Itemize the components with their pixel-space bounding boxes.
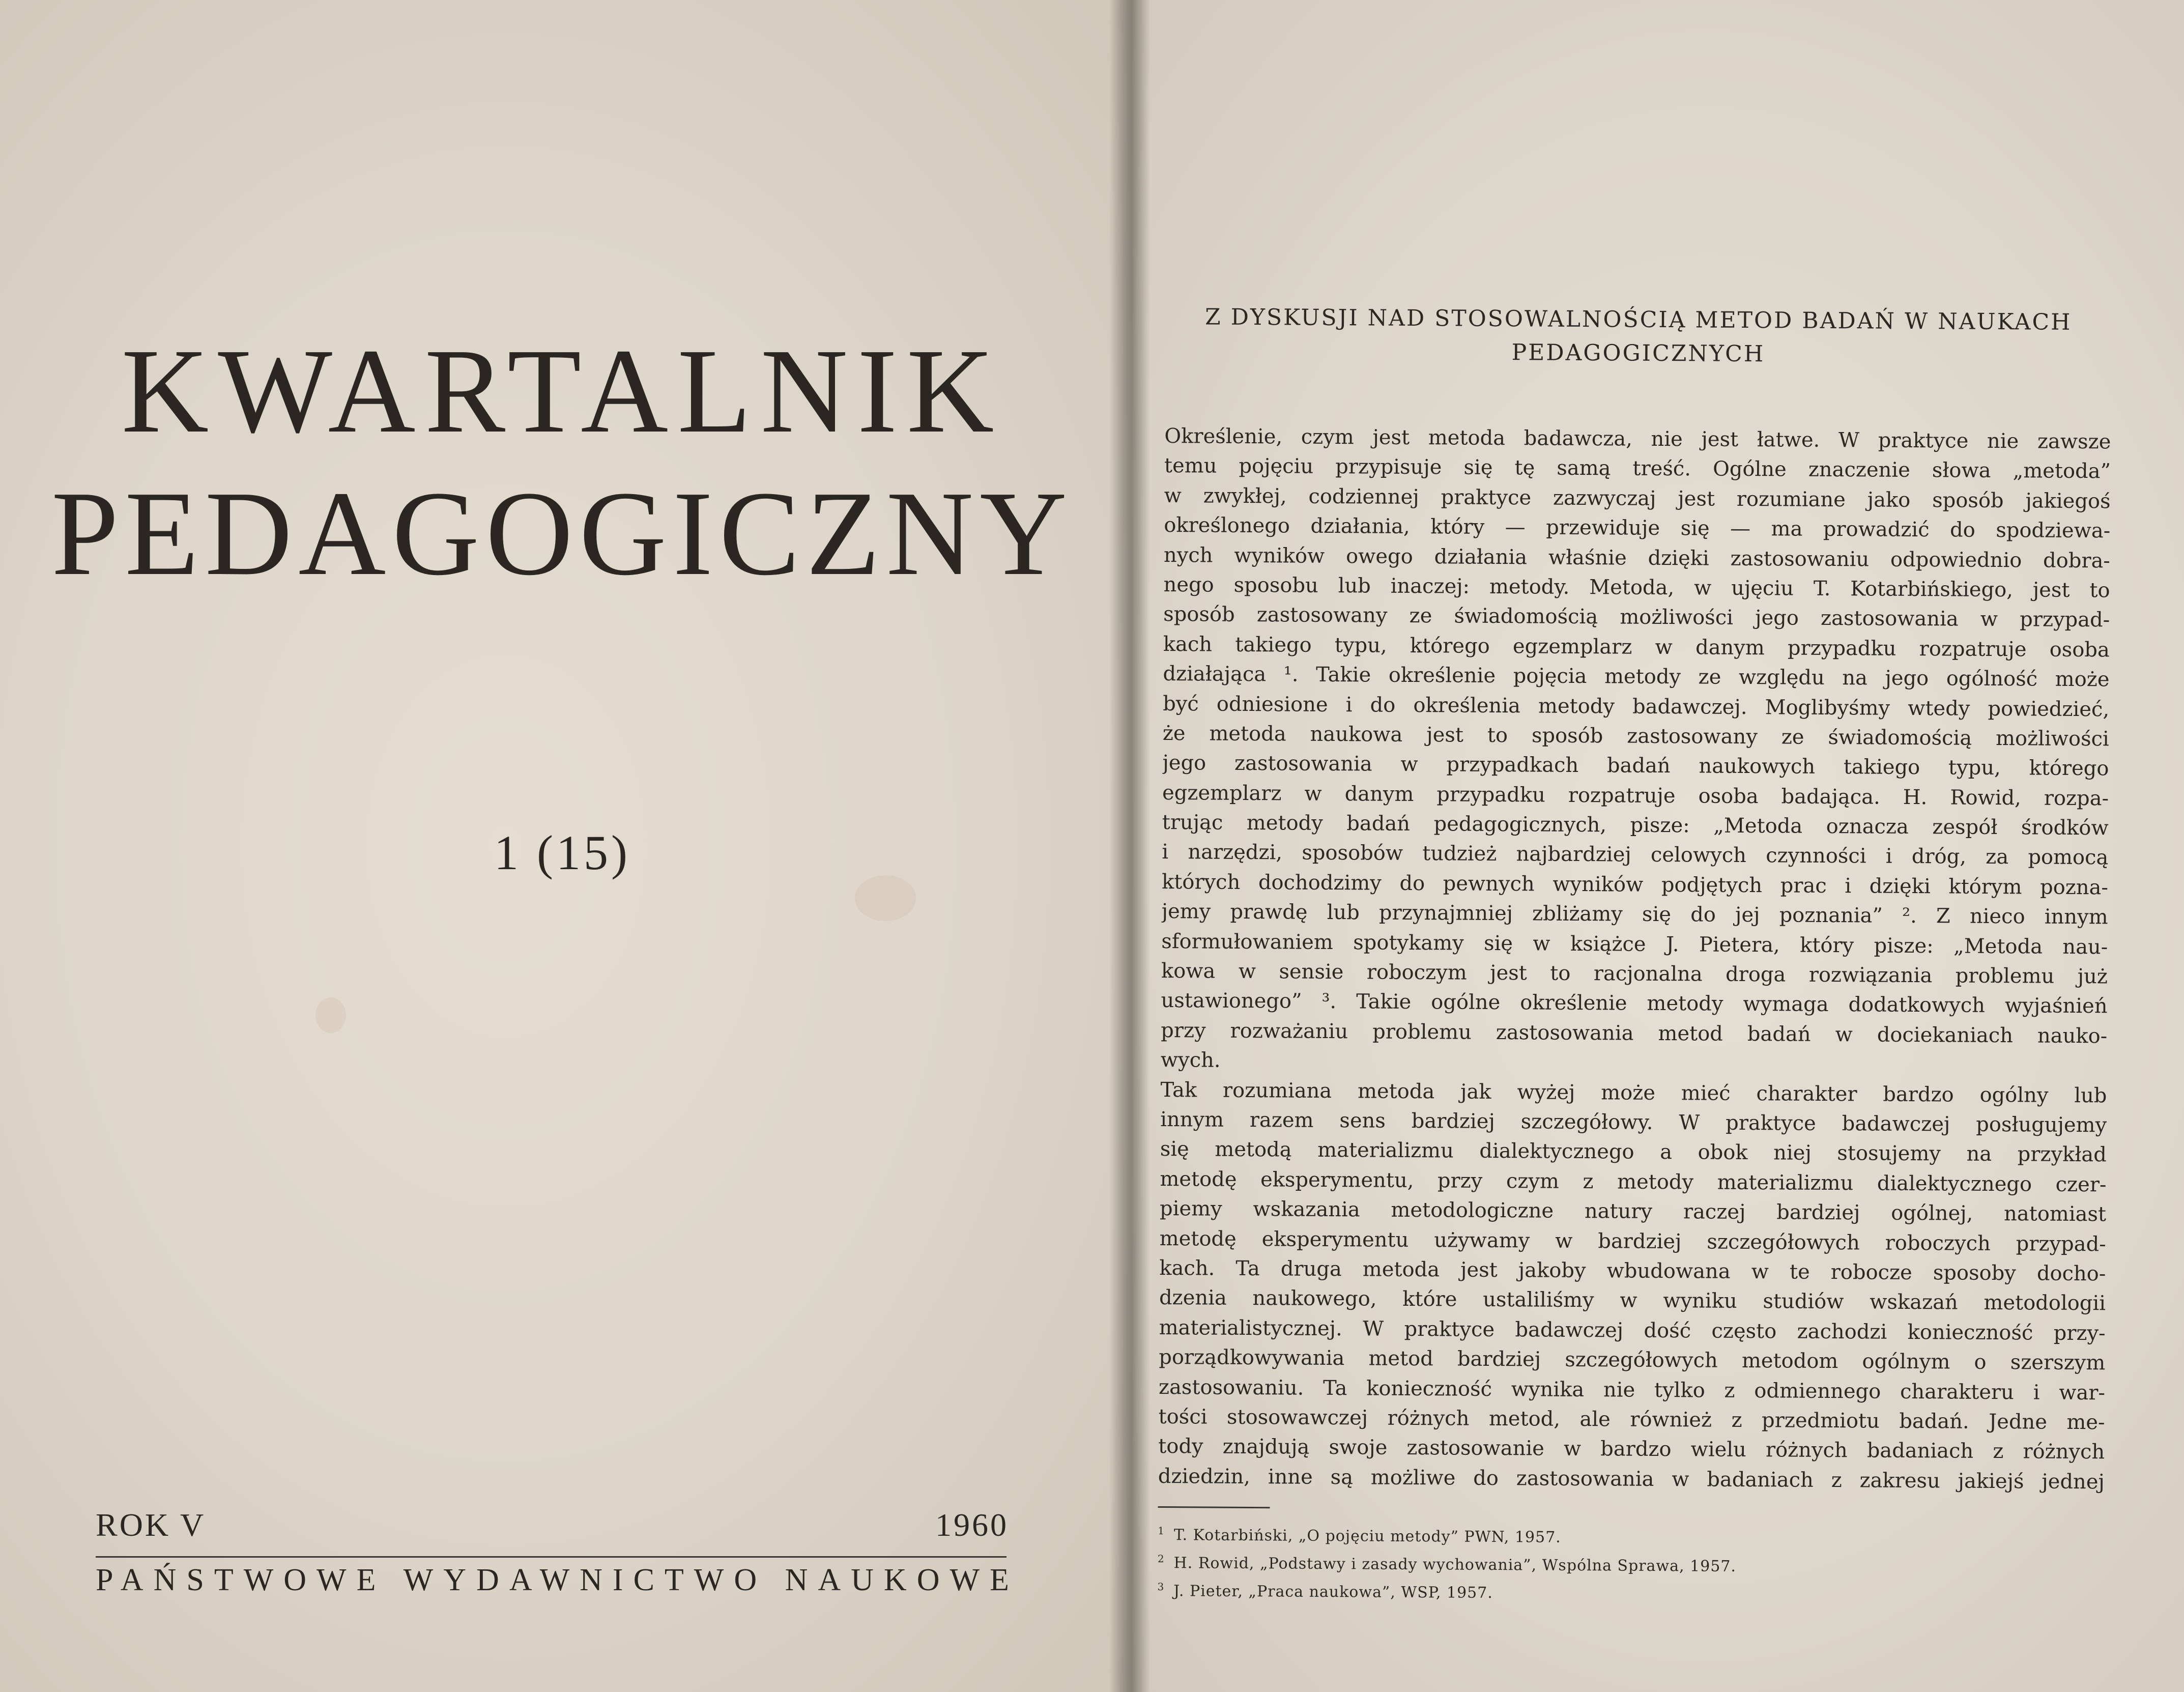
text-line: jego zastosowania w przypadkach badań naukowych takiego typu, którego — [1162, 751, 2109, 781]
footnotes — [1157, 1519, 2104, 1609]
text-line: jemy prawdę lub przynajmniej zbliżamy się do jej poznania” ². Z nieco innym — [1161, 900, 2108, 929]
text-line: porządkowywania metod bardziej szczegółowych metodom ogólnym o szerszym — [1159, 1345, 2106, 1375]
text-line: przy rozważaniu problemu zastosowania metod badań w dociekaniach nauko- — [1161, 1018, 2108, 1048]
text-line: trując metody badań pedagogicznych, pisze: „Metoda oznacza zespół środków — [1162, 811, 2109, 840]
text-line: i narzędzi, sposobów tudzież najbardziej celowych czynności i dróg, za pomocą — [1162, 840, 2109, 870]
footnote-rule — [1158, 1506, 1270, 1508]
footnote-text: H. Rowid, „Podstawy i zasady wychowania”, Wspólna Sprawa, 1957. — [1173, 1554, 1737, 1575]
text-line: że metoda naukowa jest to sposób zastosowany ze świadomością możliwości — [1162, 721, 2109, 751]
publisher-name: PAŃSTWOWE WYDAWNICTWO NAUKOWE — [96, 1563, 1019, 1597]
volume-label: ROK V — [96, 1507, 206, 1543]
journal-title-line2: PEDAGOGICZNY — [51, 467, 1074, 600]
text-line: nych wyników owego działania właśnie dzięki zastosowaniu odpowiednio dobra- — [1163, 543, 2111, 572]
footnote-mark: 3 — [1157, 1581, 1165, 1593]
text-line: kach takiego typu, którego egzemplarz w danym przypadku rozpatruje osoba — [1163, 632, 2110, 662]
footnote-mark: 2 — [1157, 1553, 1165, 1565]
text-line: ustawionego” ³. Takie ogólne określenie metody wymaga dodatkowych wyjaśnień — [1161, 989, 2108, 1018]
paragraph-2 — [1158, 1075, 2107, 1497]
text-line: temu pojęciu przypisuje się tę samą treść. Ogólne znaczenie słowa „metoda” — [1164, 454, 2111, 483]
article-title — [1165, 300, 2112, 373]
text-line: wych. — [1160, 1048, 1221, 1072]
text-line: się metodą materializmu dialektycznego a obok niej stosujemy na przykład — [1160, 1137, 2107, 1167]
text-line: określonego działania, który — przewiduje się — ma prowadzić do spodziewa- — [1164, 513, 2111, 543]
text-line: materialistycznej. W praktyce badawczej dość często zachodzi konieczność przy- — [1159, 1315, 2106, 1345]
divider — [96, 1556, 1007, 1558]
article-body — [1157, 300, 2112, 1609]
footnote-text: T. Kotarbiński, „O pojęciu metody” PWN, 1957. — [1173, 1526, 1561, 1546]
book-gutter — [1109, 0, 1150, 1692]
footnote — [1157, 1575, 2104, 1609]
publication-year: 1960 — [935, 1507, 1009, 1543]
paper-stain — [315, 997, 346, 1033]
journal-title-line1: KWARTALNIK — [121, 324, 1003, 458]
text-line: dzenia naukowego, które ustaliliśmy w wyniku studiów wskazań metodologii — [1159, 1286, 2106, 1315]
text-line: metodę eksperymentu, przy czym z metody materializmu dialektycznego czer- — [1160, 1167, 2107, 1197]
text-line: kach. Ta druga metoda jest jakoby wbudowana w te robocze sposoby docho- — [1159, 1256, 2106, 1286]
text-line: Określenie, czym jest metoda badawcza, nie jest łatwe. W praktyce nie zawsze — [1164, 424, 2111, 454]
text-line: tości stosowawczej różnych metod, ale również z przedmiotu badań. Jedne me- — [1158, 1404, 2105, 1435]
issue-number: 1 (15) — [494, 825, 630, 880]
text-line: sposób zastosowany ze świadomością możliwości jego zastosowania w przypad- — [1163, 603, 2110, 632]
article-title-line1: Z DYSKUSJI NAD STOSOWALNOŚCIĄ METOD BADAŃ W NAUKACH — [1204, 304, 2072, 335]
footnote-mark: 1 — [1158, 1525, 1165, 1537]
text-line: w zwykłej, codziennej praktyce zazwyczaj jest rozumiane jako sposób jakiegoś — [1164, 483, 2111, 513]
text-line: nego sposobu lub inaczej: metody. Metoda, w ujęciu T. Kotarbińskiego, jest to — [1163, 572, 2110, 603]
text-line: piemy wskazania metodologiczne natury raczej bardziej ogólnej, natomiast — [1159, 1197, 2107, 1226]
article-title-line2: PEDAGOGICZNYCH — [1511, 339, 1765, 367]
text-line: tody znajdują swoje zastosowanie w bardzo wielu różnych badaniach z różnych — [1158, 1435, 2105, 1464]
paper-stain — [855, 875, 916, 921]
text-line: których dochodzimy do pewnych wyników podjętych prac i dzięki którym pozna- — [1161, 870, 2109, 900]
text-line: dziedzin, inne są możliwe do zastosowania w badaniach z zakresu jakiejś jednej — [1158, 1464, 2105, 1494]
text-line: innym razem sens bardziej szczegółowy. W praktyce badawczej posługujemy — [1160, 1107, 2107, 1137]
text-line: zastosowaniu. Ta konieczność wynika nie tylko z odmiennego charakteru i war- — [1158, 1375, 2106, 1404]
text-line: być odniesione i do określenia metody badawczej. Moglibyśmy wtedy powiedzieć, — [1163, 692, 2110, 721]
footnote-text: J. Pieter, „Praca naukowa”, WSP, 1957. — [1173, 1582, 1493, 1602]
text-line: egzemplarz w danym przypadku rozpatruje osoba badająca. H. Rowid, rozpa- — [1162, 781, 2109, 811]
text-line: działająca ¹. Takie określenie pojęcia metody ze względu na jego ogólność może — [1163, 662, 2110, 692]
text-line: Tak rozumiana metoda jak wyżej może mieć charakter bardzo ogólny lub — [1160, 1078, 2107, 1107]
text-line: sformułowaniem spotykamy się w książce J. Pietera, który pisze: „Metoda nau- — [1161, 929, 2108, 959]
text-line: kowa w sensie roboczym jest to racjonalna droga rozwiązania problemu już — [1161, 959, 2108, 989]
text-line: metodę eksperymentu używamy w bardziej szczegółowych roboczych przypad- — [1159, 1226, 2106, 1256]
paragraph-1 — [1161, 421, 2111, 1081]
